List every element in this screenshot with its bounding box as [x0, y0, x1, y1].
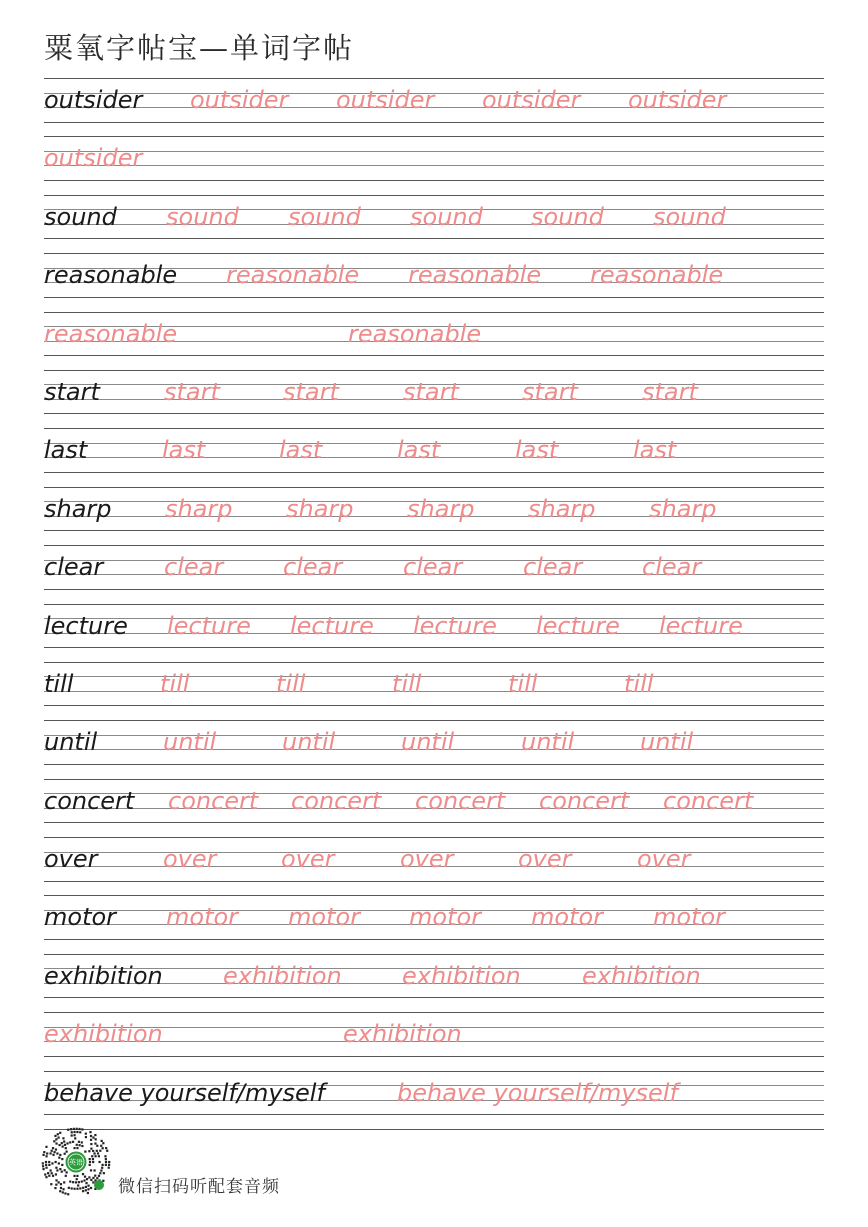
trace-word: reasonable — [348, 319, 482, 348]
trace-word: concert — [539, 786, 630, 815]
model-word: outsider — [44, 86, 143, 114]
guide-line — [44, 428, 824, 429]
trace-word: motor — [288, 903, 361, 932]
qr-code[interactable] — [40, 1126, 112, 1198]
trace-word: outsider — [44, 144, 143, 173]
model-word: till — [44, 669, 74, 698]
practice-row — [44, 779, 824, 837]
footer-caption: 微信扫码听配套音频 — [118, 1177, 280, 1197]
trace-word: concert — [663, 786, 754, 815]
guide-line — [44, 195, 824, 196]
guide-line — [44, 705, 824, 706]
trace-word: motor — [653, 903, 726, 932]
guide-line — [44, 165, 824, 166]
trace-word: reasonable — [44, 319, 178, 348]
practice-row — [44, 545, 824, 603]
trace-word: motor — [409, 903, 482, 932]
trace-word: lecture — [536, 611, 620, 640]
guide-line — [44, 355, 824, 356]
practice-rows — [44, 78, 824, 1129]
trace-word: until — [521, 728, 575, 757]
trace-word: start — [283, 377, 339, 406]
practice-row — [44, 604, 824, 662]
trace-word: last — [162, 436, 206, 465]
guide-line — [44, 151, 824, 152]
model-word: lecture — [44, 611, 128, 640]
trace-word: clear — [164, 553, 224, 582]
trace-word: exhibition — [582, 961, 701, 990]
practice-row — [44, 428, 824, 486]
guide-line — [44, 545, 824, 546]
trace-word: over — [637, 845, 691, 874]
trace-word: over — [400, 845, 454, 874]
practice-row — [44, 195, 824, 253]
practice-row — [44, 662, 824, 720]
trace-word: sharp — [286, 494, 354, 523]
trace-word: sound — [410, 202, 483, 231]
trace-word: outsider — [190, 86, 289, 114]
model-word: until — [44, 728, 98, 757]
guide-line — [44, 297, 824, 298]
guide-line — [44, 530, 824, 531]
practice-row — [44, 78, 824, 136]
guide-line — [44, 472, 824, 473]
trace-word: clear — [283, 553, 343, 582]
trace-word: reasonable — [590, 261, 724, 290]
trace-word: outsider — [336, 86, 435, 114]
trace-word: exhibition — [44, 1020, 163, 1049]
guide-line — [44, 662, 824, 663]
trace-word: sound — [288, 202, 361, 231]
trace-word: last — [279, 436, 323, 465]
trace-word: till — [624, 669, 654, 698]
trace-word: last — [633, 436, 677, 465]
trace-word: concert — [415, 786, 506, 815]
trace-word: lecture — [290, 611, 374, 640]
trace-word: sound — [531, 202, 604, 231]
guide-line — [44, 997, 824, 998]
practice-row — [44, 720, 824, 778]
model-word: behave yourself/myself — [44, 1078, 325, 1107]
guide-line — [44, 413, 824, 414]
practice-row — [44, 1012, 824, 1070]
model-word: over — [44, 845, 98, 874]
guide-line — [44, 604, 824, 605]
guide-line — [44, 954, 824, 955]
guide-line — [44, 764, 824, 765]
trace-word: sharp — [649, 494, 717, 523]
trace-word: concert — [291, 786, 382, 815]
trace-word: outsider — [628, 86, 727, 114]
guide-line — [44, 370, 824, 371]
model-word: clear — [44, 553, 104, 582]
model-word: last — [44, 436, 88, 465]
guide-line — [44, 1071, 824, 1072]
guide-line — [44, 122, 824, 123]
trace-word: reasonable — [408, 261, 542, 290]
trace-word: till — [160, 669, 190, 698]
guide-line — [44, 487, 824, 488]
practice-row — [44, 253, 824, 311]
practice-row — [44, 312, 824, 370]
badge-icon — [94, 1180, 104, 1190]
practice-row — [44, 1071, 824, 1129]
practice-row — [44, 370, 824, 428]
trace-word: until — [282, 728, 336, 757]
guide-line — [44, 720, 824, 721]
trace-word: last — [397, 436, 441, 465]
guide-line — [44, 1056, 824, 1057]
practice-row — [44, 837, 824, 895]
guide-line — [44, 822, 824, 823]
trace-word: sharp — [165, 494, 233, 523]
trace-word: start — [403, 377, 459, 406]
model-word: exhibition — [44, 961, 163, 990]
trace-word: motor — [166, 903, 239, 932]
trace-word: behave yourself/myself — [397, 1078, 678, 1107]
trace-word: exhibition — [402, 961, 521, 990]
trace-word: over — [163, 845, 217, 874]
model-word: sharp — [44, 494, 112, 523]
guide-line — [44, 238, 824, 239]
trace-word: over — [518, 845, 572, 874]
trace-word: until — [163, 728, 217, 757]
trace-word: over — [281, 845, 335, 874]
guide-line — [44, 136, 824, 137]
trace-word: motor — [531, 903, 604, 932]
trace-word: reasonable — [226, 261, 360, 290]
model-word: reasonable — [44, 261, 178, 290]
trace-word: until — [640, 728, 694, 757]
model-word: start — [44, 377, 100, 406]
guide-line — [44, 589, 824, 590]
trace-word: lecture — [413, 611, 497, 640]
trace-word: till — [508, 669, 538, 698]
trace-word: outsider — [482, 86, 581, 114]
guide-line — [44, 895, 824, 896]
guide-line — [44, 647, 824, 648]
trace-word: exhibition — [223, 961, 342, 990]
trace-word: concert — [168, 786, 259, 815]
trace-word: sharp — [528, 494, 596, 523]
trace-word: sound — [166, 202, 239, 231]
trace-word: till — [276, 669, 306, 698]
logo-text: 英语 — [69, 1158, 83, 1167]
trace-word: start — [522, 377, 578, 406]
trace-word: clear — [403, 553, 463, 582]
guide-line — [44, 312, 824, 313]
guide-line — [44, 779, 824, 780]
model-word: concert — [44, 786, 135, 815]
model-word: sound — [44, 202, 117, 231]
trace-word: start — [642, 377, 698, 406]
guide-line — [44, 180, 824, 181]
footer — [40, 1126, 440, 1201]
trace-word: last — [515, 436, 559, 465]
trace-word: clear — [642, 553, 702, 582]
practice-row — [44, 895, 824, 953]
guide-line — [44, 1114, 824, 1115]
trace-word: until — [401, 728, 455, 757]
page-title: 粟氧字帖宝—单词字帖 — [44, 31, 355, 65]
guide-line — [44, 1012, 824, 1013]
trace-word: lecture — [659, 611, 743, 640]
guide-line — [44, 78, 824, 79]
trace-word: lecture — [167, 611, 251, 640]
practice-row — [44, 136, 824, 194]
practice-row — [44, 487, 824, 545]
trace-word: start — [164, 377, 220, 406]
model-word: motor — [44, 903, 117, 932]
trace-word: exhibition — [343, 1020, 462, 1049]
trace-word: sound — [653, 202, 726, 231]
guide-line — [44, 837, 824, 838]
practice-row — [44, 954, 824, 1012]
trace-word: sharp — [407, 494, 475, 523]
guide-line — [44, 939, 824, 940]
trace-word: clear — [523, 553, 583, 582]
guide-line — [44, 881, 824, 882]
guide-line — [44, 253, 824, 254]
trace-word: till — [392, 669, 422, 698]
